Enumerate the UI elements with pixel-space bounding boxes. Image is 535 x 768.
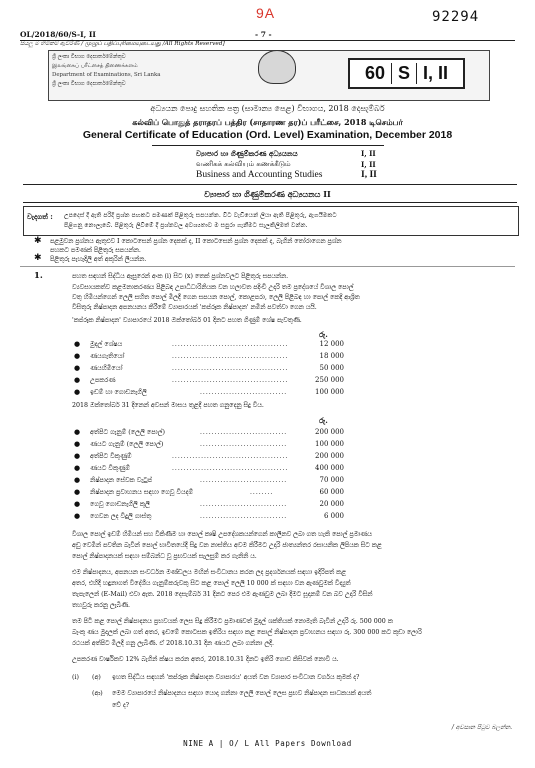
leader-dots: ........ [250, 489, 274, 496]
bullet-icon: ● [74, 352, 81, 360]
question-paragraph-line: අඩු වෙමින් පවතින බැවින් පොල් භාවිතයේදී සිදු වන නාස්තිය අවම කිරීමට උදාරි ජාත්‍යන්තර රසායනික ලිපියක සිට කළ [72, 542, 382, 549]
transaction-label: ගෙවූ ගොඩනැගිලි කුලී [90, 500, 150, 508]
subquestion-part: (අ) [92, 674, 101, 681]
balance-label: ණයගැතියෝ [90, 352, 125, 360]
currency-header: රු. [319, 330, 328, 339]
leader-dots: .............................. [200, 389, 288, 396]
question-paragraph-line: ව්‍යවසායකත්ව කළමනාකරණය පිළිබඳ උපාධිධාරිනියක වන හලාවත පදිංචි උදාරි තම ප්‍රදේශයේ විශාල පොල් [72, 284, 354, 291]
leader-dots: .............................. [200, 477, 288, 484]
question-paragraph-line: විසිතුරු නිෂ්පාදන අපනයනය කිරීමේ ව්‍යාපාරයක් 'කප්රූක නිෂ්පාදන' නමින් පවත්වා ගෙන යයි. [72, 304, 317, 311]
paper-code-box [348, 58, 465, 89]
subquestion-text: මෙම ව්‍යාපාරයේ නිෂ්පාදනය සඳහා යොදා ගන්නා ලෙලි පොල් ලෙස ප්‍රභව නිෂ්පාදන සාධකයක් අයත් [112, 690, 372, 697]
subject-rule-bottom [23, 202, 517, 203]
bullet-icon: ● [74, 388, 81, 396]
page-footer: NINE A | O/ L All Papers Download [183, 739, 352, 748]
transaction-label: ණයට විකුණුම් [90, 464, 130, 472]
transaction-label: නිෂ්පාදන සේවක වැටුප් [90, 476, 153, 484]
bullet-icon: ● [74, 488, 81, 496]
question-paragraph-line: රථයක් අත්පිට මිලදී ගනු ලැබිණි. ඒ 2018.10.31 දින ණයට ලබා ගන්නා ලදී. [72, 640, 274, 647]
currency-header: රු. [319, 416, 328, 425]
bullet-icon: ● [74, 440, 81, 448]
question-paragraph-line: එම නිෂ්පාදනය, අපනයන සංවර්ධන මණ්ඩලය මඟින් සංවිධානය කරන ලද ප්‍රදර්ශනයක් සඳහා ඉදිරිපත් කළ [72, 569, 347, 576]
transaction-value: 20 000 [319, 500, 344, 508]
serial-number: 92294 [432, 9, 480, 25]
transaction-label: අත්පිට ගැනුම් (ලෙලි පොල්) [90, 428, 166, 436]
subject-parts-ta: I, II [361, 160, 376, 169]
question-paragraph-line: බැංකු ණය මුදලක් ලබා ගත් අතර, ඉඩමේ කොටසක ඉතිරිය සඳහා කළ පොල් නිෂ්පාදන ප්‍රවාහනය සඳහා රු. 300 000 කට කුඩා ලොරි [72, 629, 422, 636]
subject-parts-si: I, II [361, 149, 376, 158]
subject-parts-en: I, II [361, 170, 377, 180]
balance-value: 50 000 [319, 364, 344, 372]
transaction-label: ගෙවන ලද විදුලි ගාස්තු [90, 512, 152, 520]
paper-code-parts: I, II [416, 63, 454, 84]
transaction-value: 6 000 [323, 512, 344, 520]
transaction-value: 400 000 [315, 464, 344, 472]
banner-line: இலங்கைப் பரீட்சைத் திணைக்களம் [52, 63, 138, 69]
important-label: වැදගත් : [27, 212, 53, 221]
transaction-value: 200 000 [315, 452, 344, 460]
transaction-value: 100 000 [315, 440, 344, 448]
subquestion-text: ඉහත සිද්ධිය සඳහන් 'කප්රූක නිෂ්පාදන ව්‍යාපාරය' අයත් වන ව්‍යාපාර සංවිධාන වර්ගය කුමක් ද? [112, 674, 360, 681]
bullet-icon: ● [74, 476, 81, 484]
question-intro: පහත සඳහන් සිද්ධිය ඇසුරෙන් අංක (i) සිට (x) තෙක් ප්‍රශ්නවලට පිළිතුරු සපයන්න. [72, 273, 289, 280]
question-paragraph-line: වතු හිමියන්ගෙන් ලෙලි සහිත පොල් මිලදී ගෙන සපයන පොල්, කොළපරා, ලෙලි පිළිබඳ හා පොල් කෙදි ආශ්‍රිත [72, 294, 360, 301]
leader-dots: ........................................ [172, 465, 289, 472]
subquestion-text: වේ ද? [112, 702, 129, 709]
leader-dots: .............................. [200, 513, 288, 520]
bullet-icon: ● [74, 512, 81, 520]
handwritten-mark: 9A [256, 5, 276, 21]
balance-value: 12 000 [319, 340, 344, 348]
question-paragraph-line: අතර, එහිදී හඳුනාගත් විදේශීය ගැනුම්කරුවකු සිට කළ පොල් ලෙලි 10 000 ක් සඳහා වන ඇණවුමක් විද්‍යුත් [72, 580, 351, 587]
bullet-icon: ● [74, 364, 81, 372]
bullet-icon: ● [74, 428, 81, 436]
instruction-line: පළමුවන ප්‍රශ්නය ඇතුළුව I කොටසෙන් ප්‍රශ්න දෙකක් ද, II කොටසෙන් ප්‍රශ්න දෙකක් ද, බැගින් තෝරාගෙන ප්‍රශ්න [50, 238, 342, 245]
question-paragraph-line: තහවුරු කරනු ලැබිණි. [72, 602, 131, 609]
question-paragraph-line: 'කප්රූක නිෂ්පාදන' ව්‍යාපාරයේ 2018 ඔක්තෝබර් 01 දිනට පහත ගිණුම් ශේෂ පැවතුණි. [72, 317, 302, 324]
transaction-value: 200 000 [315, 428, 344, 436]
exam-title-tamil: கல்விப் பொதுத் தராதரப் பத்திர (சாதாரண தர)ப் பரீட்சை, 2018 டிசெம்பர் [132, 117, 403, 127]
subject-sinhala: ව්‍යාපාර හා ගිණුම්කරණ අධ්‍යයනය [196, 149, 298, 158]
transaction-value: 70 000 [319, 476, 344, 484]
question-paragraph-line: උපකරණ වාර්ෂිකව 12% බැගින් ක්ෂය කරන අතර, 2018.10.31 දිනට ඉතිරි ගොඩ කිසිවක් නොවී ය. [72, 656, 339, 663]
paper-code-number: 60 [364, 63, 385, 83]
question-number: 1. [34, 271, 43, 281]
question-paragraph-line: විශාල පොල් ඉඩම් හිමියන් සහ විකිණීම හා පොල් කෘෂි උපදේශකයන්ගෙන් කාලීනව ලබා ගත හැකි පොල් ප්‍රමාණය [72, 531, 372, 538]
transaction-label: ණයට ගැනුම් (ලෙලි පොල්) [90, 440, 164, 448]
question-paragraph-line: පොල් නිෂ්පාදනයක් සඳහා සම්බන්ධ වූ ප්‍රභවයක් සැලසුම් කර ගැනිනි ය. [72, 553, 257, 560]
transaction-label: නිෂ්පාදන ප්‍රවාහනය සඳහා ගෙවූ වියදම් [90, 488, 194, 496]
balance-label: ණයහිමියෝ [90, 364, 123, 372]
bullet-icon: ● [74, 376, 81, 384]
bullet-icon: ● [74, 500, 81, 508]
subject-tamil: வணிகக் கல்வியும் கணக்கீடும் [196, 160, 291, 168]
leader-dots: ........................................ [172, 377, 289, 384]
bullet-star-icon: ✱ [34, 236, 42, 246]
question-paragraph-line: තම පිටි කළ පොල් නිෂ්පාදනය ප්‍රභවයක් ලෙස සිදු කිරීමට ප්‍රමාණවත් මුදල් ශක්තියක් නොමැති බැවින් උදාරි රු. 500 000 ක [72, 618, 393, 625]
transactions-intro: 2018 ඔක්තෝබර් 31 දිනෙන් අවසන් මාසය තුළදී පහත ගනුදෙනු සිදු විය. [72, 402, 264, 409]
subject-title: ව්‍යාපාර හා ගිණුම්කරණ අධ්‍යයනය II [204, 189, 331, 199]
banner-line: ශ්‍රී ලංකා විභාග දෙපාර්තමේන්තුව [52, 54, 126, 60]
question-paragraph-line: තැපැලෙන් (E-Mail) එවා ඇත. 2018 දෙසැම්බර් 31 දිනට පෙර එම ඇණවුම ලබා දීමට සූදානම් වන බව උදාරි විසින් [72, 591, 373, 598]
bullet-icon: ● [74, 340, 81, 348]
section-rule [20, 266, 515, 267]
note-line: පිළිගනු නොලැබේ. පිළිතුරු ලිවීමේ දී ප්‍රශ්නවල අවශ්‍යතාව ම සපුරා ගැනීමට සැලකිලිමත් වන්න. [64, 222, 308, 229]
transaction-label: අත්පිට විකුණුම් [90, 452, 132, 460]
balance-label: ඉඩම් හා ගොඩනැගිලි [90, 388, 147, 396]
important-note-box [23, 206, 519, 236]
balance-label: මුදල් ශේෂය [90, 340, 123, 348]
leader-dots: .............................. [200, 429, 288, 436]
note-line: උපදෙස් දී ඇති පරිදි ප්‍රශ්න පහකට පමණක් පිළිතුරු සපයන්න. වීට වැඩියෙන් ලියා ඇති පිළිතුරු, ඇගයීමකට [64, 212, 337, 219]
paper-reference: OL/2018/60/S-I, II [20, 30, 96, 39]
bullet-icon: ● [74, 464, 81, 472]
instruction-line: පහකට පමණක් පිළිතුරු සපයන්න. [50, 247, 141, 254]
paper-code-letter: S [391, 63, 416, 84]
subject-english: Business and Accounting Studies [196, 170, 323, 180]
page-number: - 7 - [255, 30, 272, 39]
bullet-star-icon: ✱ [34, 253, 42, 263]
balance-value: 100 000 [315, 388, 344, 396]
title-rule [152, 145, 384, 146]
subject-rule [23, 184, 517, 185]
rights-line: සියලු ම හිමිකම් ඇවිරිණි / முழுப் பதிப்புரிமையுடையது /All Rights Reserved] [20, 41, 225, 47]
balance-label: උපකරණ [90, 376, 116, 384]
balance-value: 250 000 [315, 376, 344, 384]
balance-value: 18 000 [319, 352, 344, 360]
leader-dots: .............................. [200, 501, 288, 508]
leader-dots: ........................................ [172, 365, 289, 372]
leader-dots: .............................. [200, 441, 288, 448]
banner-line: Department of Examinations, Sri Lanka [52, 72, 161, 78]
turn-over-note: / අවසාන පිටුව බලන්න. [451, 724, 512, 731]
leader-dots: ........................................ [172, 453, 289, 460]
banner-line: ශ්‍රී ලංකා විභාග දෙපාර්තමේන්තුව [52, 81, 126, 87]
instruction-line: පිළිතුරු පැහැදිලි අත් අකුරින් ලියන්න. [50, 256, 147, 263]
bullet-icon: ● [74, 452, 81, 460]
crest-emblem [258, 50, 296, 84]
subquestion-number: (i) [72, 674, 79, 681]
exam-title-sinhala: අධ්‍යයන පොදු සහතික පත්‍ර (සාමාන්‍ය පෙළ) විභාගය, 2018 දෙසැම්බර් [150, 104, 385, 113]
subquestion-part: (ආ) [92, 690, 103, 697]
leader-dots: ........................................ [172, 353, 289, 360]
leader-dots: ........................................ [172, 341, 289, 348]
transaction-value: 60 000 [319, 488, 344, 496]
exam-title-english: General Certificate of Education (Ord. Level) Examination, December 2018 [82, 129, 453, 141]
